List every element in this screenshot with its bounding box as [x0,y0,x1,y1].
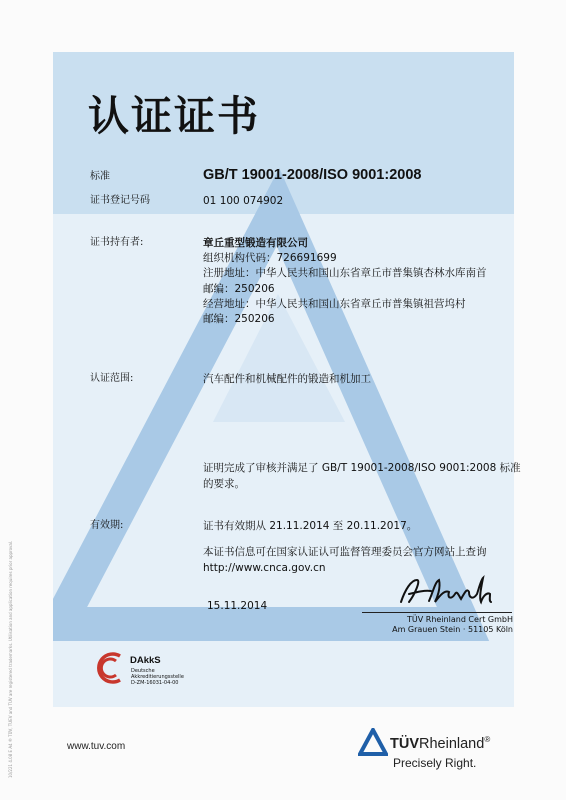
dakks-sub-line: Deutsche [131,668,155,674]
holder-postcode: 邮编：250206 [203,282,275,295]
info-link: http://www.cnca.gov.cn [203,562,326,574]
standard-label: 标准 [90,171,110,182]
registration-number-value: 01 100 074902 [203,195,284,207]
dakks-logo-icon [94,650,130,686]
issuer-name: TÜV Rheinland Cert GmbH [407,615,513,624]
issuer-address: Am Grauen Stein · 51105 Köln [392,625,513,634]
dakks-sub-line: D-ZM-16031-04-00 [131,680,179,686]
statement-line-1: 证明完成了审核并满足了 GB/T 19001-2008/ISO 9001:2008 标准 [203,462,521,474]
tuv-triangle-logo-icon [358,728,388,756]
issuer-block [383,615,513,635]
tuv-brand-rest: Rheinland [419,735,485,752]
holder-registered-address: 注册地址：中华人民共和国山东省章丘市普集镇杏林水库南首 [203,267,487,280]
scope-label: 认证范围: [90,373,134,384]
footer-url[interactable]: www.tuv.com [67,741,126,752]
side-legal-text: 10/221 4.08 E A4 ® TÜV, TUEV and TUV are registered trademarks. Utilisation and application requires prior approval. [8,540,13,778]
holder-org-code: 组织机构代码：726691699 [203,252,337,265]
certificate-title: 认证证书 [88,92,260,140]
scope-value: 汽车配件和机械配件的锻造和机加工 [203,373,371,385]
signature-icon [395,572,495,612]
dakks-sub-line: Akkreditierungsstelle [131,674,184,680]
standard-value: GB/T 19001-2008/ISO 9001:2008 [203,167,422,183]
holder-postcode-2: 邮编：250206 [203,313,275,326]
signature-line [362,612,512,613]
dakks-name: DAkkS [130,655,161,666]
statement-line-2: 的要求。 [203,478,245,490]
holder-business-address: 经营地址：中华人民共和国山东省章丘市普集镇祖营坞村 [203,297,466,310]
validity-value: 证书有效期从 21.11.2014 至 20.11.2017。 [203,520,418,532]
validity-label: 有效期: [90,520,124,531]
info-line-1: 本证书信息可在国家认证认可监督管理委员会官方网站上查询 [203,546,487,558]
holder-label: 证书持有者: [90,237,144,248]
issue-date: 15.11.2014 [207,600,268,612]
tuv-brand [390,735,490,752]
dakks-subtitle [131,668,184,686]
registered-mark: ® [484,735,491,744]
registration-number-label: 证书登记号码 [90,195,150,206]
tuv-brand-bold: TÜV [390,735,419,752]
tuv-slogan: Precisely Right. [393,756,477,770]
holder-company: 章丘重型锻造有限公司 [203,237,308,249]
holder-block [203,236,487,327]
